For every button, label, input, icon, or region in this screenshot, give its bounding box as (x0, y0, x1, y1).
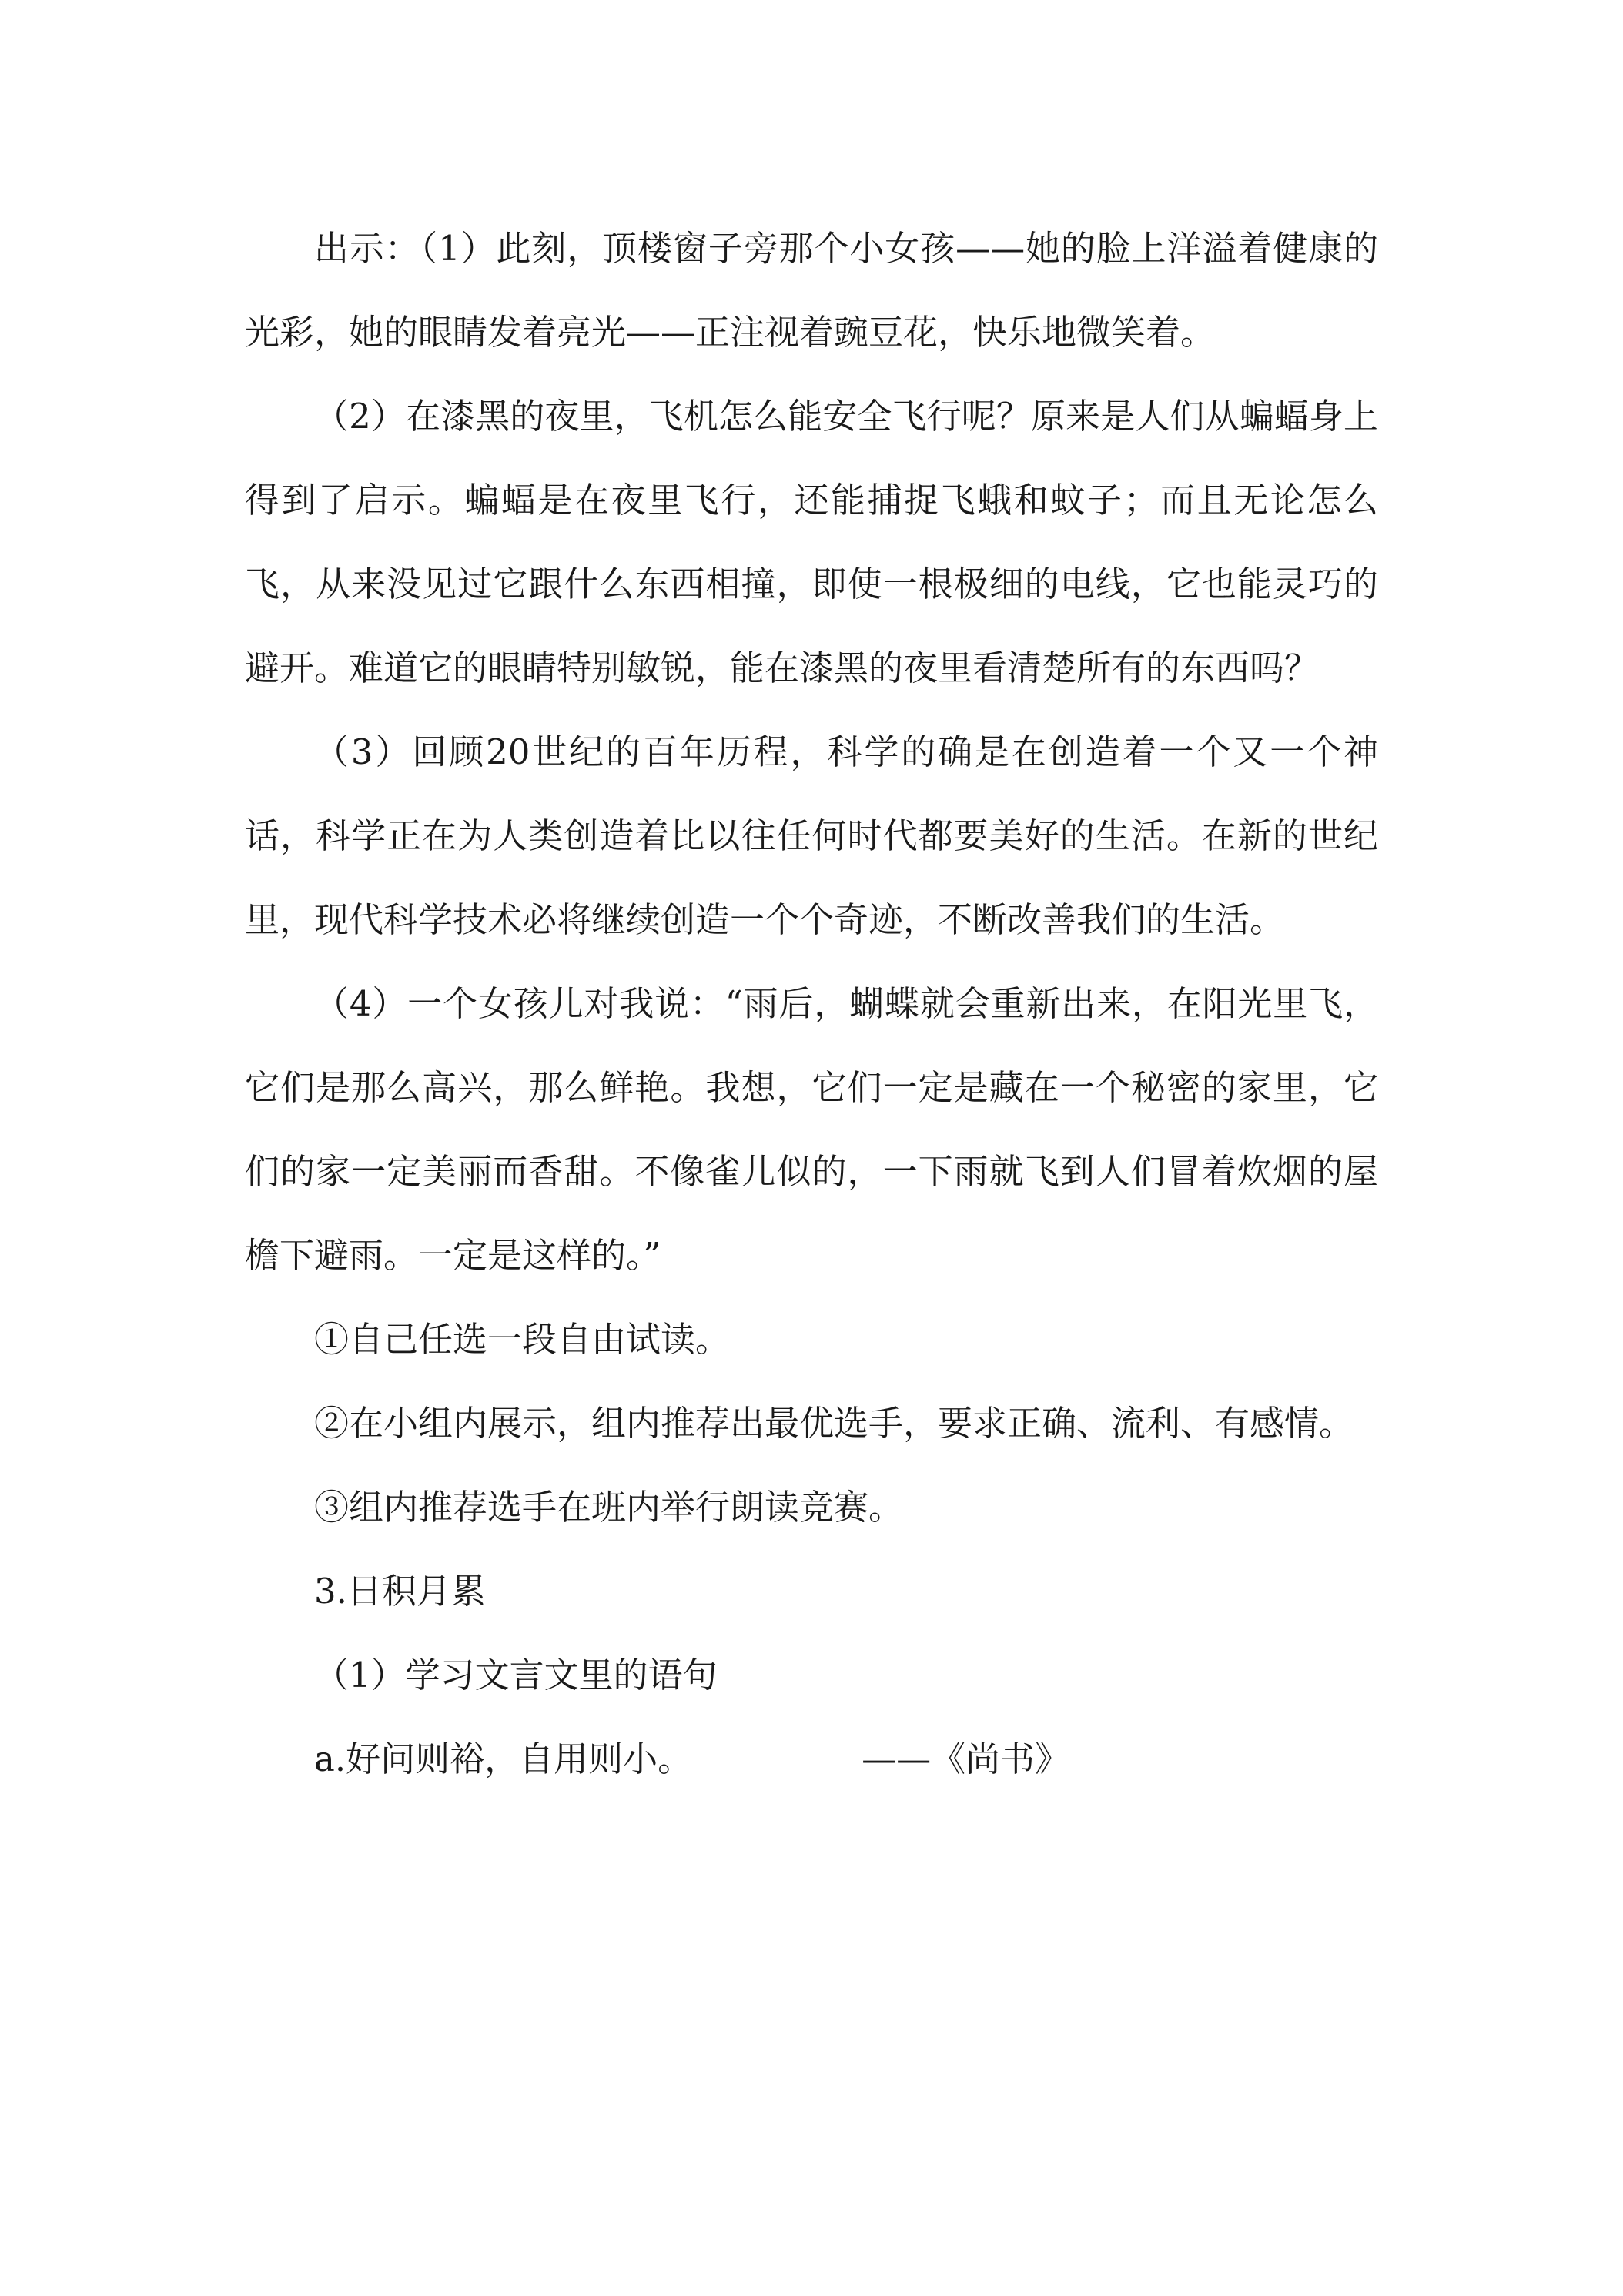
subsection-heading: （1）学习文言文里的语句 (314, 1655, 718, 1695)
paragraph-excerpt-3: （3）回顾20世纪的百年历程，科学的确是在创造着一个又一个神话，科学正在为人类创造着比以往任何时代都要美好的生活。在新的世纪里，现代科学技术必将继续创造一个个奇迹，不断改善我们的生活。 (245, 731, 1378, 940)
quote-text: a.好问则裕，自用则小。 (314, 1739, 693, 1779)
paragraph-excerpt-1: 出示：（1）此刻，顶楼窗子旁那个小女孩——她的脸上洋溢着健康的光彩，她的眼睛发着亮光——正注视着豌豆花，快乐地微笑着。 (245, 228, 1378, 353)
document-body (245, 206, 1378, 1801)
paragraph-excerpt-4: （4）一个女孩儿对我说：“雨后，蝴蝶就会重新出来，在阳光里飞，它们是那么高兴，那么鲜艳。我想，它们一定是藏在一个秘密的家里，它们的家一定美丽而香甜。不像雀儿似的，一下雨就飞到人们冒着炊烟的屋檐下避雨。一定是这样的。” (245, 983, 1378, 1276)
quote-line (245, 1717, 1378, 1801)
paragraph-excerpt-2: （2）在漆黑的夜里，飞机怎么能安全飞行呢？原来是人们从蝙蝠身上得到了启示。蝙蝠是在夜里飞行，还能捕捉飞蛾和蚊子；而且无论怎么飞，从来没见过它跟什么东西相撞，即使一根极细的电线，它也能灵巧的避开。难道它的眼睛特别敏锐，能在漆黑的夜里看清楚所有的东西吗？ (245, 396, 1378, 688)
instruction-step-3: ③组内推荐选手在班内举行朗读竞赛。 (314, 1487, 904, 1528)
section-heading: 3.日积月累 (314, 1571, 486, 1612)
instruction-step-1: ①自己任选一段自由试读。 (314, 1319, 731, 1360)
instruction-step-2: ②在小组内展示，组内推荐出最优选手，要求正确、流利、有感情。 (314, 1403, 1354, 1444)
quote-source: ——《尚书》 (862, 1739, 1070, 1779)
